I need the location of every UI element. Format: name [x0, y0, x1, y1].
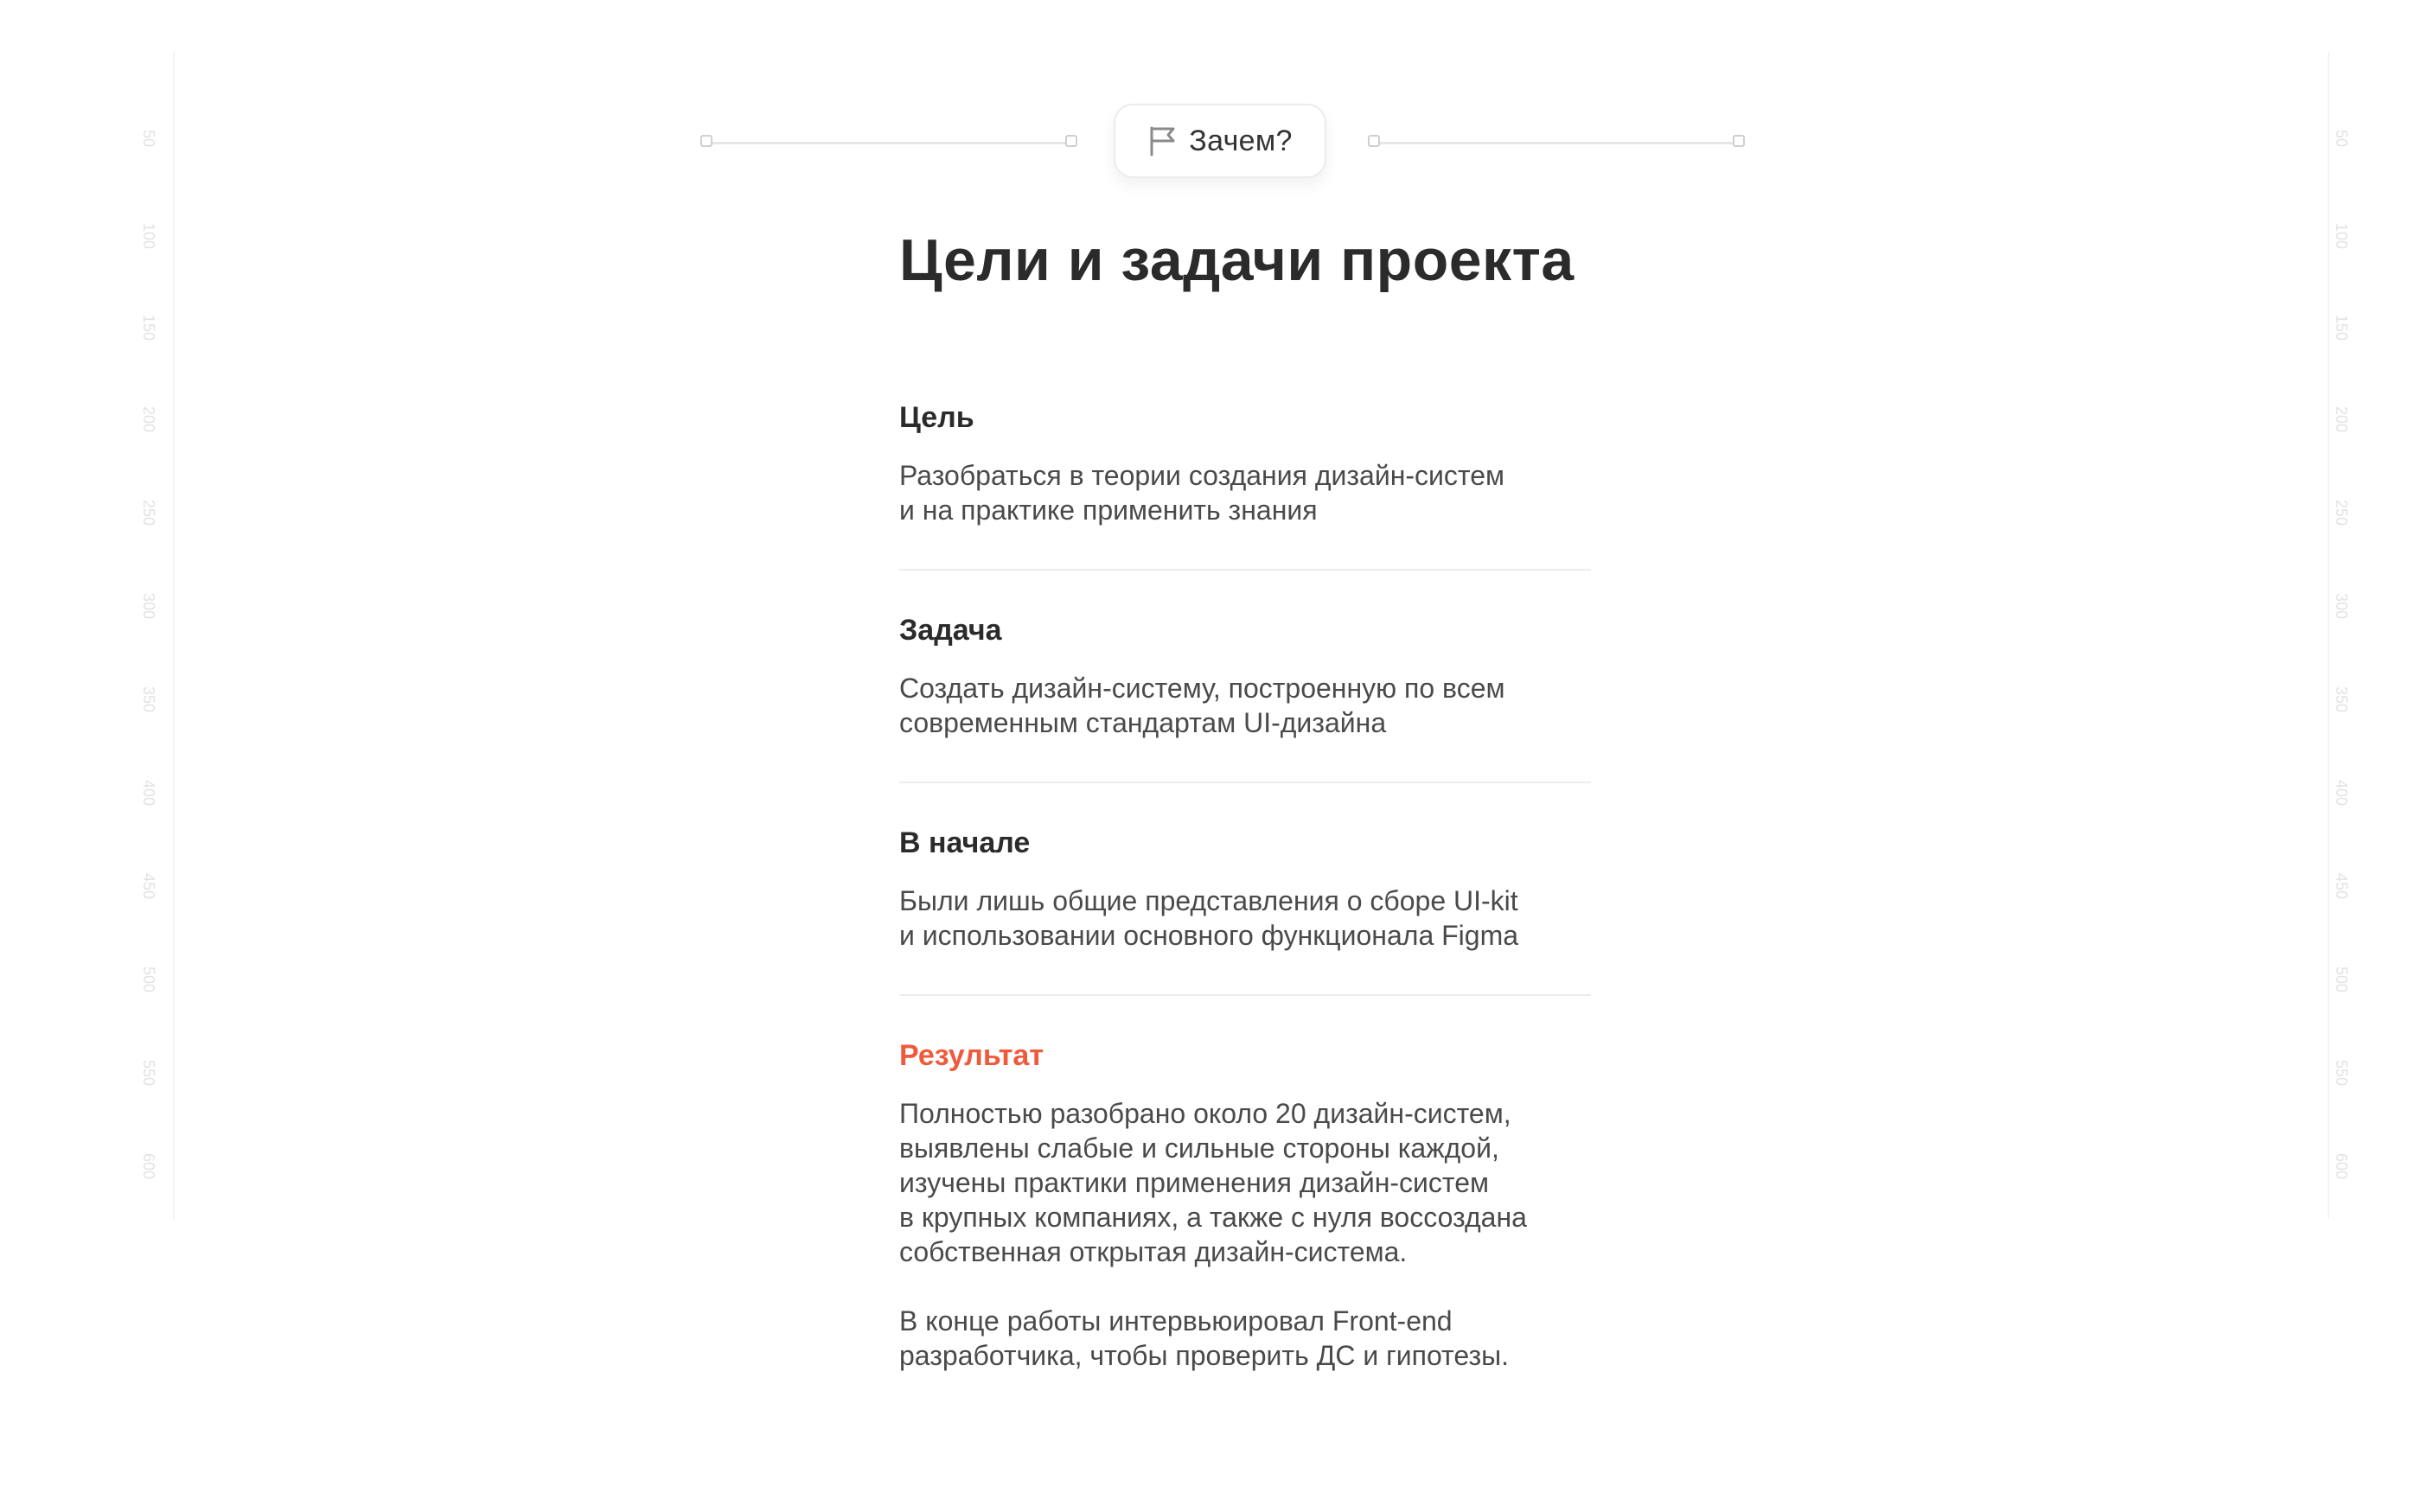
ruler-tick: 500: [140, 967, 157, 993]
section-result: [899, 1037, 1591, 1414]
ruler-tick: 400: [140, 780, 157, 807]
section-badge[interactable]: [1114, 104, 1326, 178]
connector-handle[interactable]: [700, 135, 712, 147]
page-title: Цели и задачи проекта: [899, 227, 1575, 293]
ruler-tick: 150: [140, 315, 157, 341]
section-beginning: [899, 825, 1591, 996]
ruler-tick: 450: [140, 873, 157, 900]
ruler-tick: 350: [2333, 686, 2350, 713]
ruler-tick: 350: [140, 686, 157, 713]
ruler-tick: 150: [2333, 315, 2350, 341]
ruler-tick: 100: [2333, 223, 2350, 250]
ruler-tick: 300: [2333, 593, 2350, 620]
ruler-tick: 450: [2333, 873, 2350, 900]
section-text: Разобраться в теории создания дизайн-систем и на практике применить знания: [899, 460, 1504, 526]
ruler-tick: 100: [140, 223, 157, 250]
ruler-tick: 600: [2333, 1153, 2350, 1180]
section-task: [899, 612, 1591, 783]
section-text: Полностью разобрано около 20 дизайн-систем, выявлены слабые и сильные стороны каждой, изучены практики применения дизайн-систем в крупных компаниях, а также с нуля воссоздана собственная открытая дизайн-система.: [899, 1098, 1527, 1267]
ruler-tick: 550: [140, 1060, 157, 1087]
ruler-tick: 50: [2333, 130, 2350, 148]
section-goal: [899, 399, 1591, 571]
section-text: В конце работы интервьюировал Front-end разработчика, чтобы проверить ДС и гипотезы.: [899, 1305, 1509, 1371]
left-ruler: [138, 52, 175, 1219]
ruler-tick: 600: [140, 1153, 157, 1180]
section-title: Задача: [899, 614, 1002, 647]
section-title: В начале: [899, 826, 1031, 859]
ruler-tick: 550: [2333, 1060, 2350, 1087]
connector-handle[interactable]: [1368, 135, 1380, 147]
connector-line-right: [1375, 142, 1738, 144]
flag-icon: [1147, 125, 1177, 156]
ruler-tick: 500: [2333, 967, 2350, 993]
ruler-tick: 200: [2333, 406, 2350, 433]
ruler-tick: 400: [2333, 780, 2350, 807]
connector-handle[interactable]: [1065, 135, 1077, 147]
goals-list: [899, 399, 1591, 1414]
connector-line-left: [707, 142, 1070, 144]
ruler-tick: 300: [140, 593, 157, 620]
section-text: Создать дизайн-систему, построенную по всем современным стандартам UI-дизайна: [899, 673, 1505, 738]
section-title: Цель: [899, 401, 974, 434]
ruler-tick: 200: [140, 406, 157, 433]
ruler-tick: 50: [140, 130, 157, 148]
connector-handle[interactable]: [1733, 135, 1745, 147]
badge-label: Зачем?: [1189, 124, 1293, 157]
section-title-accent: Результат: [899, 1039, 1044, 1072]
ruler-tick: 250: [140, 500, 157, 526]
right-ruler: [2328, 52, 2364, 1219]
ruler-tick: 250: [2333, 500, 2350, 526]
section-text: Были лишь общие представления о сборе UI-kit и использовании основного функционала Figma: [899, 885, 1519, 951]
